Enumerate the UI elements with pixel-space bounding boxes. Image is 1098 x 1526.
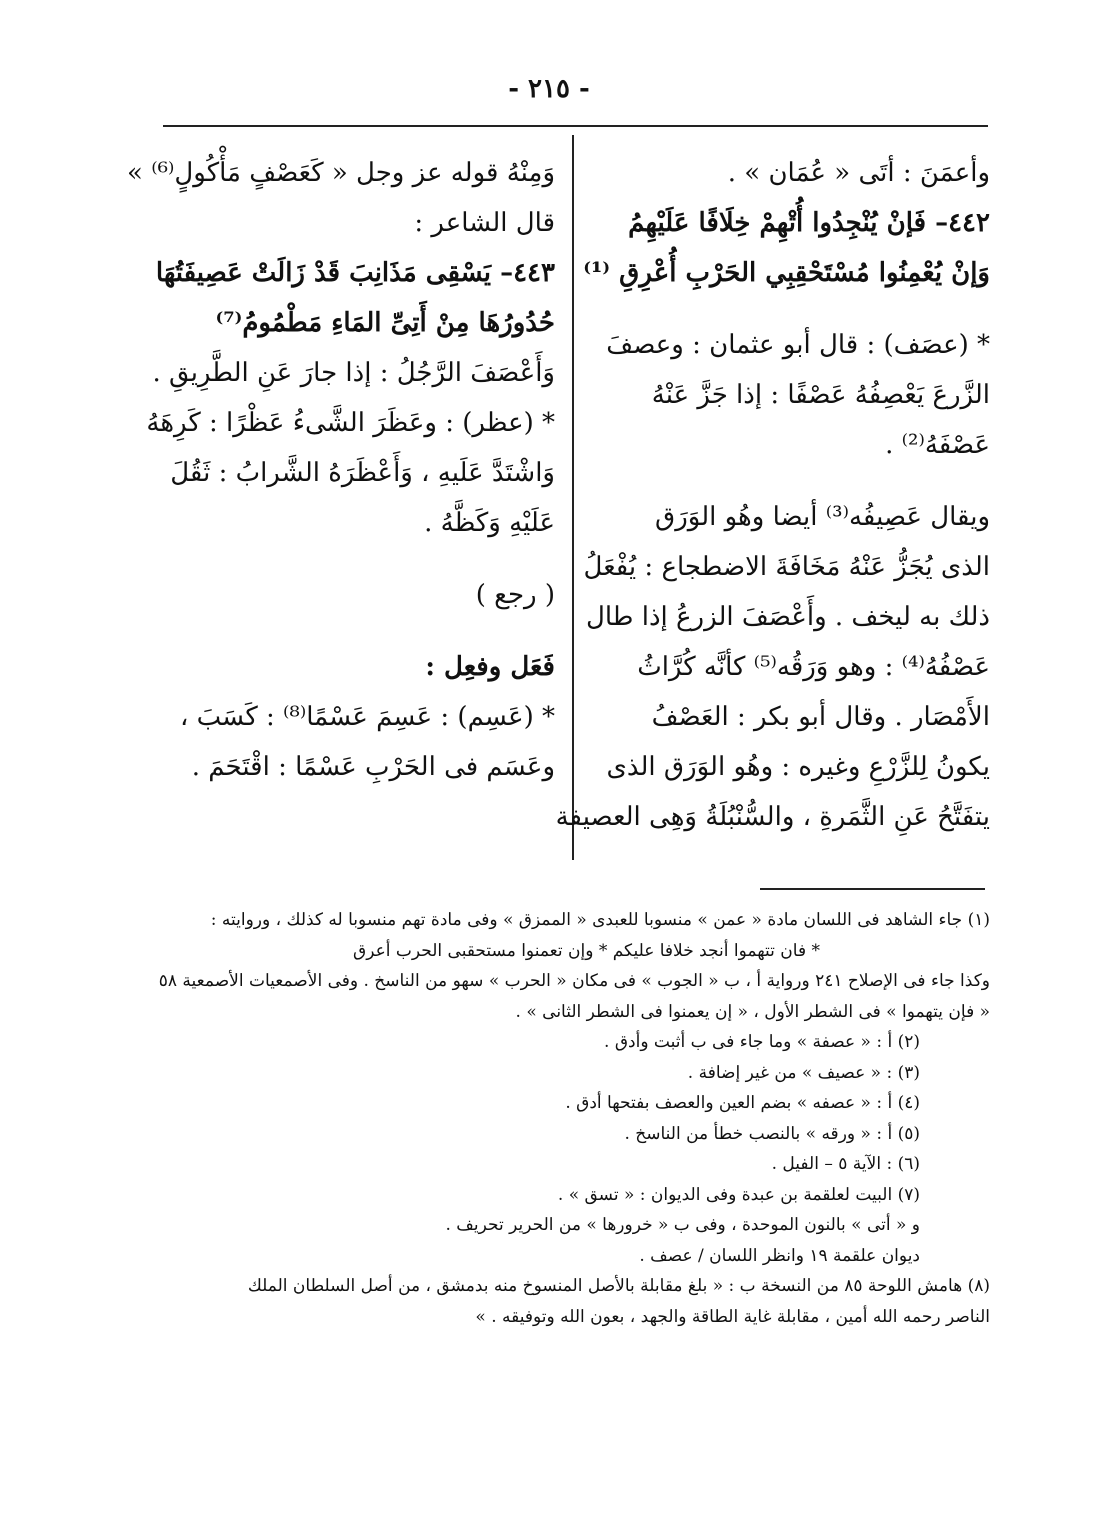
text-line: ويقال عَصِيفُه⁽³⁾ أيضا وهُو الوَرَق (655, 502, 990, 532)
text-line: * (عظر) : وعَظَرَ الشَّىءُ عَظْرًا : كَرِهَهُ (146, 408, 555, 438)
spacer (165, 620, 555, 642)
header-rule (163, 125, 988, 127)
verse-line: ٤٤٣– يَسْقِى مَذَانِبَ قَدْ زَالَتْ عَصِيفَتُهَا (155, 258, 555, 288)
footnote-line: الناصر رحمه الله أمين ، مقابلة غاية الطاقة والجهد ، بعون الله وتوفيقه . » (475, 1306, 990, 1327)
text-line: عَصْفُهُ⁽⁴⁾ : وهو وَرَقُه⁽⁵⁾ كأنَّه كُرَّاثُ (637, 652, 990, 682)
text-line: قال الشاعر : (414, 208, 555, 238)
text-line: يكونُ لِلزَّرْعِ وغيره : وهُو الوَرَق الذى (606, 752, 990, 782)
text-line: عَلَيْهِ وَكَظَّهُ . (424, 508, 555, 538)
text-line: عَصْفَهُ⁽²⁾ . (885, 430, 990, 460)
spacer (165, 548, 555, 570)
text-line: وَأَعْصَفَ الرَّجُلُ : إذا جارَ عَنِ الطَّرِيقِ . (152, 358, 555, 388)
footnote-line: (٢) أ : « عصفة » وما جاء فى ب أثبت وأدق . (604, 1032, 920, 1052)
text-line: الأَمْصَار . وقال أبو بكر : العَصْفُ (651, 702, 990, 732)
text-line: ذلك به ليخف . وأَعْصَفَ الزرعُ إذا طال (585, 602, 990, 632)
footnote-line: (٦) : الآية ٥ – الفيل . (771, 1154, 920, 1174)
verse-line: وَإنْ يُعْمِنُوا مُسْتَحْقِبِي الحَرْبِ أُعْرِقِ ⁽¹⁾ (583, 258, 990, 288)
page-number: - ٢١٥ - (508, 74, 590, 104)
text-line: * (عصَف) : قال أبو عثمان : وعصفَ (606, 330, 990, 360)
section-heading: فَعَل وفعِل : (425, 652, 555, 682)
text-line: * (عَسِم) : عَسِمَ عَسْمًا⁽⁸⁾ : كَسَبَ ، (179, 702, 555, 732)
text-line: وعَسَم فى الحَرْبِ عَسْمًا : اقْتَحَمَ . (191, 752, 555, 782)
footnote-line: (٧) البيت لعلقمة بن عبدة وفى الديوان : « تسق » . (557, 1184, 920, 1205)
text-line: وأعمَنَ : أتَى « عُمَان » . (727, 158, 990, 188)
footnote-line: و « أتى » بالنون الموحدة ، وفى ب « خرورها » من الحرير تحريف . (445, 1215, 920, 1235)
verse-line: حُدُورُهَا مِنْ أَتِىِّ المَاءِ مَطْمُومُ⁽⁷⁾ (215, 308, 555, 338)
left-column (127, 148, 555, 792)
footnote-line: * فان تتهموا أنجد خلافا عليكم * وإن تعمنوا مستحقبى الحرب أعرق (353, 940, 820, 961)
footnote-line: (٣) : « عصيف » من غير إضافة . (687, 1062, 920, 1083)
footnote-line: ديوان علقمة ١٩ وانظر اللسان / عصف . (639, 1245, 920, 1266)
text-line: الزَّرعَ يَعْصِفُهُ عَصْفًا : إذا جَزَّ عَنْهُ (651, 380, 990, 410)
footnote-line: « فإن يتهموا » فى الشطر الأول ، « إن يعمنوا فى الشطر الثانى » . (515, 1001, 990, 1022)
text-line: وَمِنْهُ قوله عز وجل « كَعَصْفٍ مَأْكُولٍ⁽⁶⁾ » (127, 158, 555, 188)
text-line: الذى يُجَزُّ عَنْهُ مَخَافَةَ الاضطجاع : يُفْعَلُ (583, 552, 990, 582)
spacer (598, 298, 990, 320)
right-column (555, 148, 990, 842)
footnote-line: (٤) أ : « عصفه » بضم العين والعصف بفتحها أدق . (565, 1093, 920, 1113)
text-line: يتفَتَّحُ عَنِ الثَّمَرةِ ، والسُّنْبُلَةُ وَهِى العصيفة (555, 802, 990, 832)
spacer (598, 470, 990, 492)
footnote-line: (٥) أ : « ورقه » بالنصب خطأ من الناسخ . (624, 1123, 920, 1144)
footnote-line: وكذا جاء فى الإصلاح ٢٤١ ورواية أ ، ب « الجوب » فى مكان « الحرب » سهو من الناسخ . وفى الأصمعيات الأصمعية ٥٨ (158, 971, 990, 991)
verse-line: ٤٤٢– فَإنْ يُنْجِدُوا أُتْهِمْ خِلَافًا عَلَيْهِمُ (628, 208, 990, 238)
footnote-rule (760, 888, 985, 890)
footnote-line: (١) جاء الشاهد فى اللسان مادة « عمن » منسوبا للعبدى « الممزق » وفى مادة تهم منسوبا له كذلك ، وروايته : (210, 910, 990, 930)
text-line: وَاشْتَدَّ عَلَيهِ ، وَأَعْظَرَهُ الشَّرابُ : ثَقُلَ (170, 458, 555, 488)
column-divider (572, 135, 574, 860)
section-label: ( رجع ) (475, 580, 555, 610)
footnotes (160, 905, 990, 1332)
footnote-line: (٨) هامش اللوحة ٨٥ من النسخة ب : « بلغ مقابلة بالأصل المنسوخ منه بدمشق ، من أصل السلطان الملك (247, 1276, 990, 1296)
